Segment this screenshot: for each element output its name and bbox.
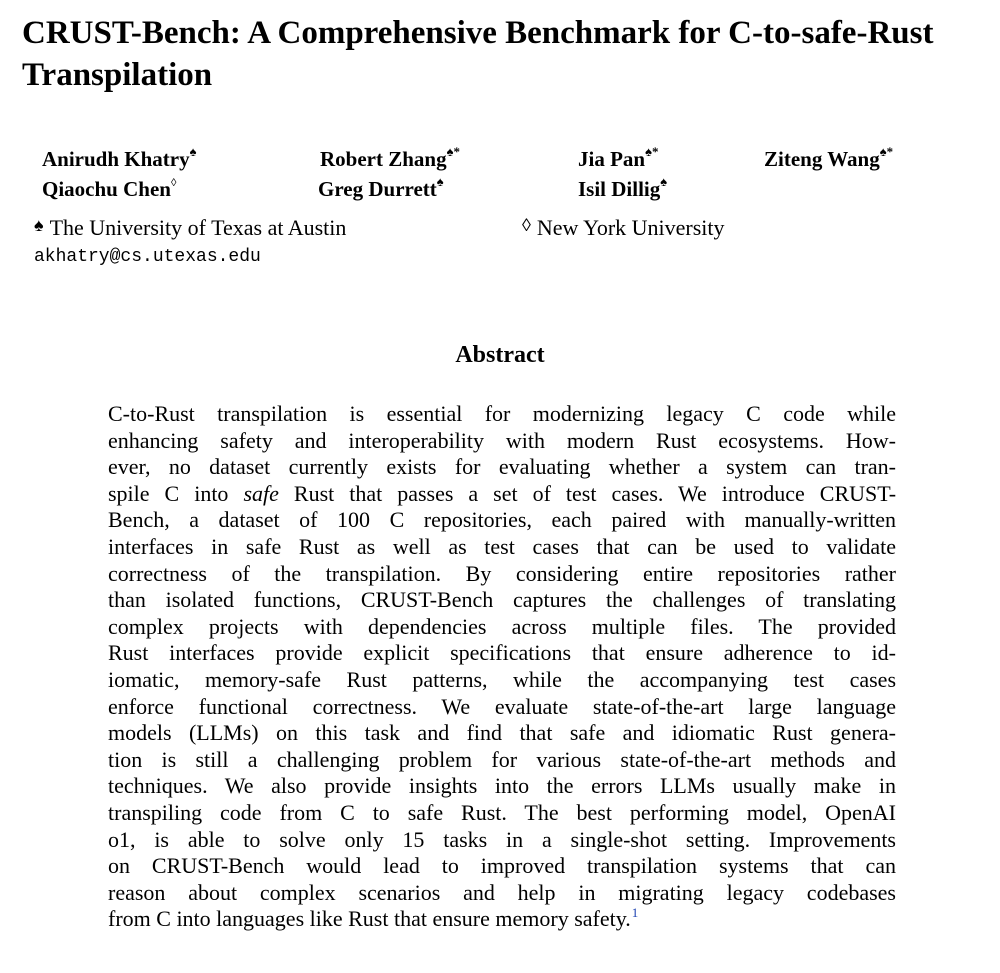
abstract-line: C-to-Rust transpilation is essential for modernizing legacy C code while [108,401,896,426]
abstract-line: enhancing safety and interoperability with modern Rust ecosystems. How- [108,427,896,453]
abstract-emphasis-safe: safe [243,480,279,506]
author-name: Jia Pan [578,147,646,171]
author-name: Qiaochu Chen [42,177,171,201]
author-affil-mark: ♠ [660,174,668,189]
abstract-line: Bench, a dataset of 100 C repositories, each paired with manually-written [108,507,896,533]
author-affil-mark: ♠ [436,174,444,189]
abstract-line: models (LLMs) on this task and find that safe and idiomatic Rust genera- [108,720,896,746]
abstract-line: iomatic, memory-safe Rust patterns, while the accompanying test cases [108,666,896,692]
author-name: Ziteng Wang [764,147,880,171]
author-affil-mark: ♠ [189,144,197,159]
abstract-line: transpiling code from C to safe Rust. The best performing model, OpenAI [108,799,896,825]
abstract-line: reason about complex scenarios and help in migrating legacy codebases [108,879,896,905]
affiliation-ut-austin [34,215,346,242]
affiliation-nyu [522,215,725,242]
abstract-line: ever, no dataset currently exists for evaluating whether a system can tran- [108,454,896,480]
diamond-icon: ◊ [522,215,531,235]
author-name: Greg Durrett [318,177,437,201]
abstract-line: tion is still a challenging problem for various state-of-the-art methods and [108,746,896,772]
abstract-line: than isolated functions, CRUST-Bench captures the challenges of translating [108,587,896,613]
abstract-line: complex projects with dependencies across multiple files. The provided [108,613,896,639]
abstract-line-final [108,906,896,936]
abstract-line: interfaces in safe Rust as well as test cases that can be used to validate [108,533,896,559]
author-name: Anirudh Khatry [42,147,190,171]
abstract-line: Rust interfaces provide explicit specifications that ensure adherence to id- [108,640,896,666]
abstract-line [108,481,896,508]
abstract-line: o1, is able to solve only 15 tasks in a single-shot setting. Improvements [108,826,896,852]
author-qiaochu-chen [42,176,176,202]
abstract-text: Rust that passes a set of test cases. We introduce CRUST- [293,480,897,506]
author-isil-dillig [578,176,667,202]
abstract-text: from C into languages like Rust that ensure memory safety. [108,906,631,932]
contact-email[interactable]: akhatry@cs.utexas.edu [34,247,261,267]
author-robert-zhang [320,146,460,172]
author-affil-mark: ◊ [170,177,177,189]
author-affil-mark: ♠* [879,144,894,159]
abstract-line: correctness of the transpilation. By considering entire repositories rather [108,560,896,586]
abstract-heading: Abstract [455,342,545,368]
author-ziteng-wang [764,146,893,172]
abstract-line: enforce functional correctness. We evaluate state-of-the-art large language [108,693,896,719]
paper-title: CRUST-Bench: A Comprehensive Benchmark for C-to-safe-Rust Transpilation [22,15,934,93]
abstract-text: spile C into [108,480,229,506]
author-name: Isil Dillig [578,177,661,201]
author-affil-mark: ♠* [446,144,461,159]
affiliation-name: The University of Texas at Austin [49,215,347,240]
footnote-marker[interactable]: 1 [631,905,639,921]
abstract-line: techniques. We also provide insights into the errors LLMs usually make in [108,773,896,799]
abstract-body [108,401,896,936]
spade-icon: ♠ [34,215,44,235]
author-affil-mark: ♠* [645,144,659,159]
author-name: Robert Zhang [320,147,447,171]
abstract-line: on CRUST-Bench would lead to improved transpilation systems that can [108,853,896,879]
affiliation-name: New York University [536,215,725,240]
author-jia-pan [578,146,659,172]
author-anirudh-khatry [42,146,197,172]
author-greg-durrett [318,176,444,202]
